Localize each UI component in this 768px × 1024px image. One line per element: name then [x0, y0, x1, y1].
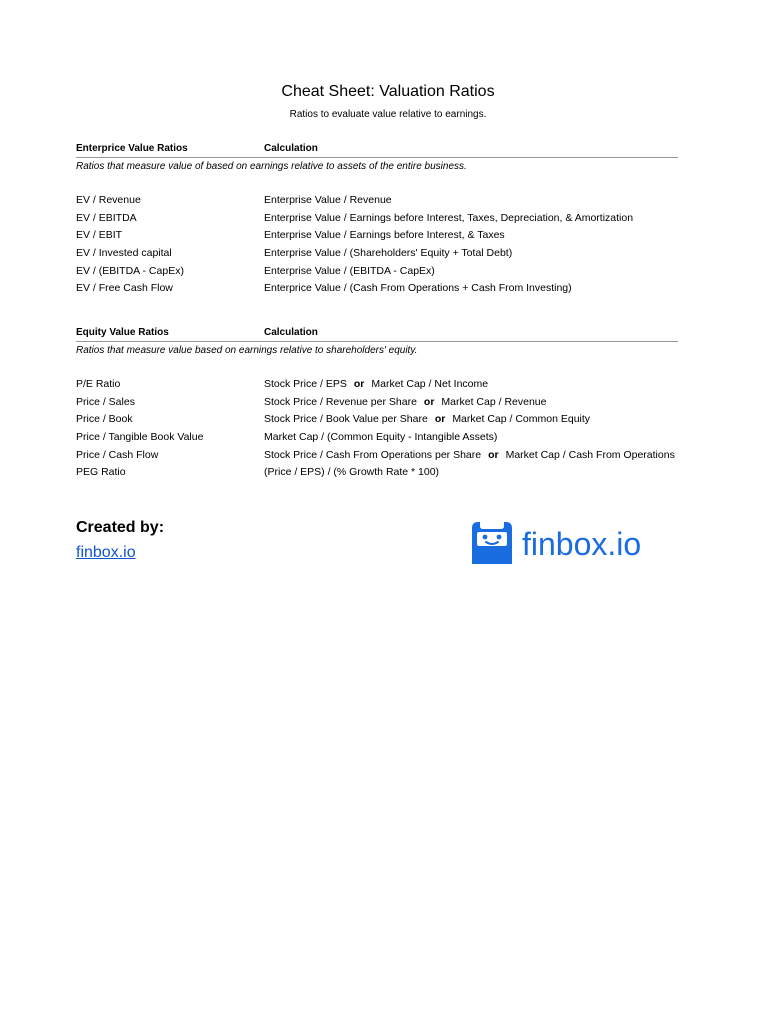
ratio-calculation: Market Cap / (Common Equity - Intangible Assets)	[264, 431, 498, 444]
ratio-calculation: Enterprise Value / (Shareholders' Equity + Total Debt)	[264, 247, 513, 260]
enterprise-description: Ratios that measure value of based on earnings relative to assets of the entire business.	[76, 161, 467, 172]
ratio-name: EV / Revenue	[76, 194, 141, 206]
table-row	[76, 449, 678, 467]
calc-alternative: Market Cap / Cash From Operations	[505, 448, 675, 461]
ratio-name: P/E Ratio	[76, 378, 121, 390]
ratio-calculation: (Price / EPS) / (% Growth Rate * 100)	[264, 466, 440, 479]
calc-primary: Stock Price / EPS	[264, 378, 347, 390]
table-row	[76, 431, 678, 449]
table-row	[76, 282, 678, 300]
table-row	[76, 265, 678, 283]
ratio-calculation	[264, 449, 675, 461]
finbox-smiley-box-icon	[470, 520, 514, 571]
ratio-name: Price / Tangible Book Value	[76, 431, 204, 444]
ratio-calculation: Enterprise Value / Earnings before Interest, & Taxes	[264, 229, 505, 242]
ratio-name: PEG Ratio	[76, 466, 126, 479]
or-separator: or	[423, 395, 435, 408]
equity-rows	[76, 378, 678, 484]
ratio-name: EV / EBITDA	[76, 211, 137, 224]
or-separator: or	[488, 448, 499, 461]
ratio-name: EV / (EBITDA - CapEx)	[76, 264, 184, 277]
table-row	[76, 378, 678, 396]
finbox-logo	[470, 520, 670, 566]
table-row	[76, 396, 678, 414]
calc-alternative: Market Cap / Common Equity	[452, 413, 591, 426]
enterprise-calc-heading: Calculation	[264, 143, 318, 154]
ratio-name: EV / Free Cash Flow	[76, 282, 173, 295]
equity-section-header	[76, 325, 678, 342]
page-subtitle: Ratios to evaluate value relative to earnings.	[289, 109, 487, 120]
ratio-name: EV / EBIT	[76, 229, 123, 242]
enterprise-heading: Enterprice Value Ratios	[76, 143, 188, 154]
equity-value-section	[76, 325, 678, 484]
finbox-logo-text: finbox.io	[522, 526, 642, 562]
ratio-calculation	[264, 413, 590, 425]
table-row	[76, 212, 678, 230]
equity-description: Ratios that measure value based on earnings relative to shareholders' equity.	[76, 345, 418, 356]
enterprise-rows	[76, 194, 678, 300]
created-by-label: Created by:	[76, 519, 165, 536]
ratio-name: EV / Invested capital	[76, 247, 172, 260]
or-separator: or	[353, 378, 365, 390]
page-title: Cheat Sheet: Valuation Ratios	[281, 83, 495, 100]
table-row	[76, 229, 678, 247]
finbox-link[interactable]: finbox.io	[76, 544, 136, 561]
table-row	[76, 247, 678, 265]
table-row	[76, 466, 678, 484]
table-row	[76, 413, 678, 431]
calc-primary: Stock Price / Book Value per Share	[264, 413, 428, 426]
table-row	[76, 194, 678, 212]
or-separator: or	[434, 413, 446, 426]
calc-primary: Stock Price / Revenue per Share	[264, 395, 417, 408]
enterprise-value-section	[76, 141, 678, 300]
ratio-calculation	[264, 396, 546, 408]
ratio-name: Price / Book	[76, 413, 133, 426]
ratio-calculation: Enterprise Value / (EBITDA - CapEx)	[264, 264, 435, 277]
equity-heading: Equity Value Ratios	[76, 327, 169, 338]
ratio-name: Price / Sales	[76, 395, 135, 408]
ratio-calculation: Enterprise Value / Revenue	[264, 194, 392, 206]
equity-calc-heading: Calculation	[264, 327, 318, 338]
ratio-name: Price / Cash Flow	[76, 448, 159, 461]
calc-primary: Stock Price / Cash From Operations per Share	[264, 448, 482, 461]
calc-alternative: Market Cap / Net Income	[371, 378, 489, 390]
ratio-calculation	[264, 378, 488, 390]
calc-alternative: Market Cap / Revenue	[441, 395, 547, 408]
ratio-calculation: Enterprice Value / (Cash From Operations + Cash From Investing)	[264, 282, 572, 295]
ratio-calculation: Enterprise Value / Earnings before Interest, Taxes, Depreciation, & Amortization	[264, 211, 634, 224]
enterprise-section-header	[76, 141, 678, 158]
